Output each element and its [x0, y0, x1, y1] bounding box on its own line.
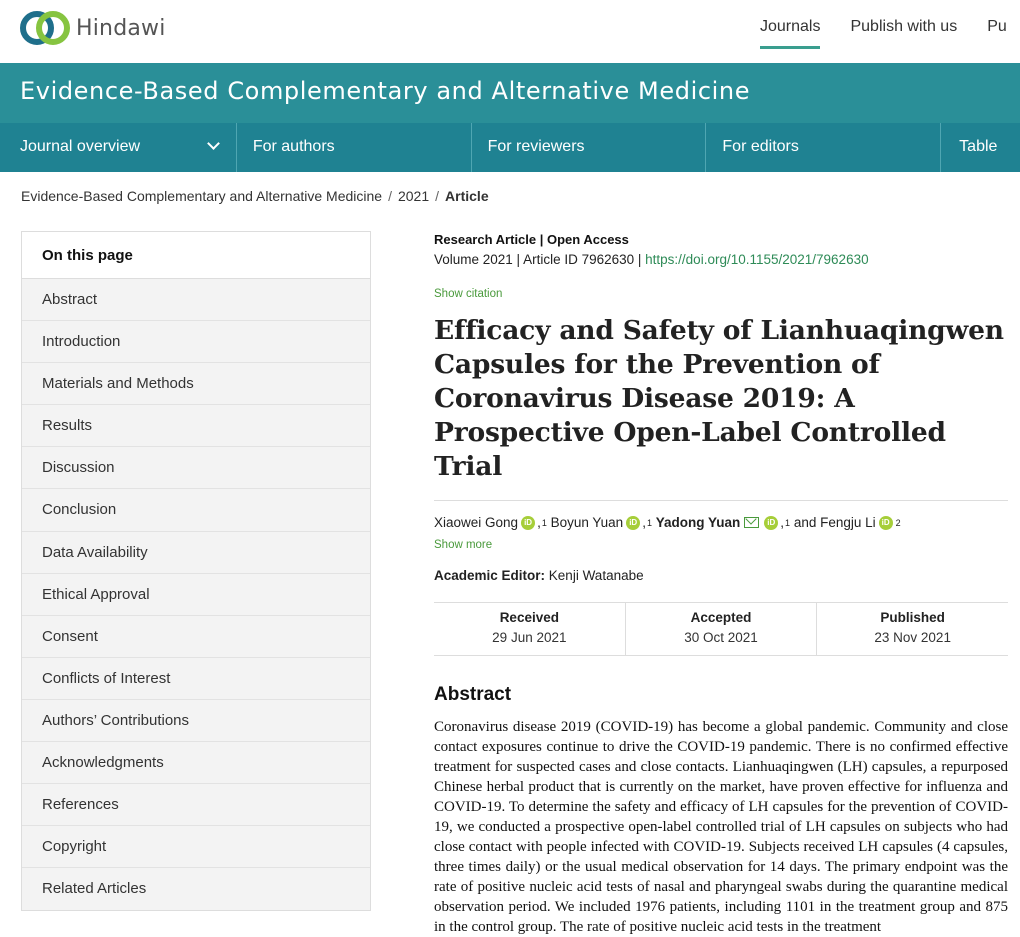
orcid-icon[interactable]: iD [879, 516, 893, 530]
sidebar-item-copyright[interactable]: Copyright [22, 826, 370, 868]
nav-publish-with-us[interactable]: Publish with us [850, 18, 958, 35]
sidebar-item-related-articles[interactable]: Related Articles [42, 880, 147, 898]
chevron-down-icon [207, 137, 220, 150]
article-type: Research Article | Open Access [434, 232, 629, 247]
date-accepted: Accepted 30 Oct 2021 [626, 603, 818, 655]
sidebar-item-materials-and-methods[interactable]: Materials and Methods [22, 363, 370, 405]
show-more-link[interactable]: Show more [434, 539, 493, 551]
sidebar-heading: On this page [22, 232, 370, 279]
affiliation-number: 2 [895, 517, 901, 528]
date-received: Received 29 Jun 2021 [434, 603, 626, 655]
divider [434, 500, 1008, 501]
article-title: Efficacy and Safety of Lianhuaqingwen Capsules for the Prevention of Coronavirus Disease 2019: A Prospective Open-Label Controlled Trial [434, 315, 1004, 482]
author-list: Xiaowei Gong iD , 1 Boyun Yuan iD , 1 Yadong Yuan iD , 1 and Fengju Li iD 2 [434, 515, 901, 530]
sidebar-item-discussion[interactable]: Discussion [22, 447, 370, 489]
editor-label: Academic Editor: [434, 568, 546, 583]
article-main [434, 232, 1008, 937]
volume-line [434, 252, 1008, 267]
breadcrumb-journal[interactable]: Evidence-Based Complementary and Alternative Medicine [21, 188, 383, 204]
sidebar-item-acknowledgments[interactable]: Acknowledgments [22, 742, 370, 784]
orcid-icon[interactable]: iD [764, 516, 778, 530]
editor-name: Kenji Watanabe [548, 568, 644, 583]
tab-for-authors[interactable]: For authors [237, 123, 472, 172]
on-this-page-sidebar [21, 231, 371, 911]
breadcrumb-separator: / [435, 188, 440, 204]
volume-info: Volume 2021 | Article ID 7962630 | [434, 252, 646, 267]
author-name[interactable]: Xiaowei Gong [434, 515, 519, 530]
affiliation-number: 1 [541, 517, 547, 528]
sidebar-item-references[interactable]: References [22, 784, 370, 826]
sidebar-item-conclusion[interactable]: Conclusion [22, 489, 370, 531]
sidebar-item-conflicts-of-interest[interactable]: Conflicts of Interest [22, 658, 370, 700]
brand-name: Hindawi [76, 15, 166, 41]
tab-journal-overview[interactable] [0, 123, 237, 172]
email-icon[interactable] [744, 517, 759, 528]
doi-link[interactable]: https://doi.org/10.1155/2021/7962630 [645, 252, 869, 267]
nav-journals[interactable]: Journals [760, 18, 820, 49]
breadcrumb-year[interactable]: 2021 [397, 188, 430, 204]
academic-editor [434, 568, 1008, 583]
publication-dates [434, 602, 1008, 656]
journal-banner [0, 63, 1020, 123]
affiliation-number: 1 [646, 517, 652, 528]
top-bar [0, 0, 1020, 62]
hindawi-logo-icon [20, 9, 72, 47]
sidebar-item-ethical-approval[interactable]: Ethical Approval [22, 574, 370, 616]
journal-title[interactable]: Evidence-Based Complementary and Alternative Medicine [20, 77, 751, 105]
nav-truncated-item[interactable]: Pu [987, 18, 1007, 35]
breadcrumb [21, 188, 489, 204]
sidebar-item-authors-contributions[interactable]: Authors’ Contributions [22, 700, 370, 742]
sidebar-item-data-availability[interactable]: Data Availability [22, 532, 370, 574]
tab-for-editors[interactable]: For editors [706, 123, 941, 172]
corresponding-author-name[interactable]: Yadong Yuan [655, 515, 741, 530]
sidebar-item-results[interactable]: Results [22, 405, 370, 447]
affiliation-number: 1 [785, 517, 791, 528]
breadcrumb-current: Article [445, 188, 489, 204]
abstract-text: Coronavirus disease 2019 (COVID-19) has become a global pandemic. Community and close contact exposures continue to drive the COVID-19 pandemic. There is no confirmed effective treatment for suspected cases and close contacts. Lianhuaqingwen (LH) capsules, a repurposed Chinese herbal product that is currently on the market, have proven effective for influenza and COVID-19. To determine the safety and efficacy of LH capsules for the prevention of COVID-19, we conducted a prospective open-label controlled trial of LH capsules on subjects who had close contact with people infected with COVID-19. Subjects received LH capsules (4 capsules, three times daily) or the usual medical observation for 14 days. The primary endpoint was the rate of positive nucleic acid tests of nasal and pharyngeal swabs during the quarantine medical observation period. We included 1976 patients, including 1101 in the treatment group and 875 in the control group. The rate of positive nucleic acid tests in the treatment [434, 719, 1008, 935]
orcid-icon[interactable]: iD [521, 516, 535, 530]
abstract-heading: Abstract [434, 684, 512, 705]
journal-nav [0, 123, 1020, 172]
tab-for-reviewers[interactable]: For reviewers [472, 123, 707, 172]
top-nav [760, 18, 1007, 49]
sidebar-item-introduction[interactable]: Introduction [22, 321, 370, 363]
author-and: and [793, 515, 817, 530]
orcid-icon[interactable]: iD [626, 516, 640, 530]
sidebar-item-consent[interactable]: Consent [22, 616, 370, 658]
author-name[interactable]: Boyun Yuan [550, 515, 624, 530]
hindawi-logo[interactable] [20, 9, 166, 47]
sidebar-item-abstract[interactable]: Abstract [22, 279, 370, 321]
tab-table[interactable]: Table [959, 138, 998, 155]
date-published: Published 23 Nov 2021 [874, 610, 951, 645]
show-citation-link[interactable]: Show citation [434, 288, 503, 300]
tab-journal-overview-label: Journal overview [20, 138, 141, 155]
author-name[interactable]: Fengju Li [820, 515, 876, 530]
breadcrumb-separator: / [388, 188, 392, 204]
